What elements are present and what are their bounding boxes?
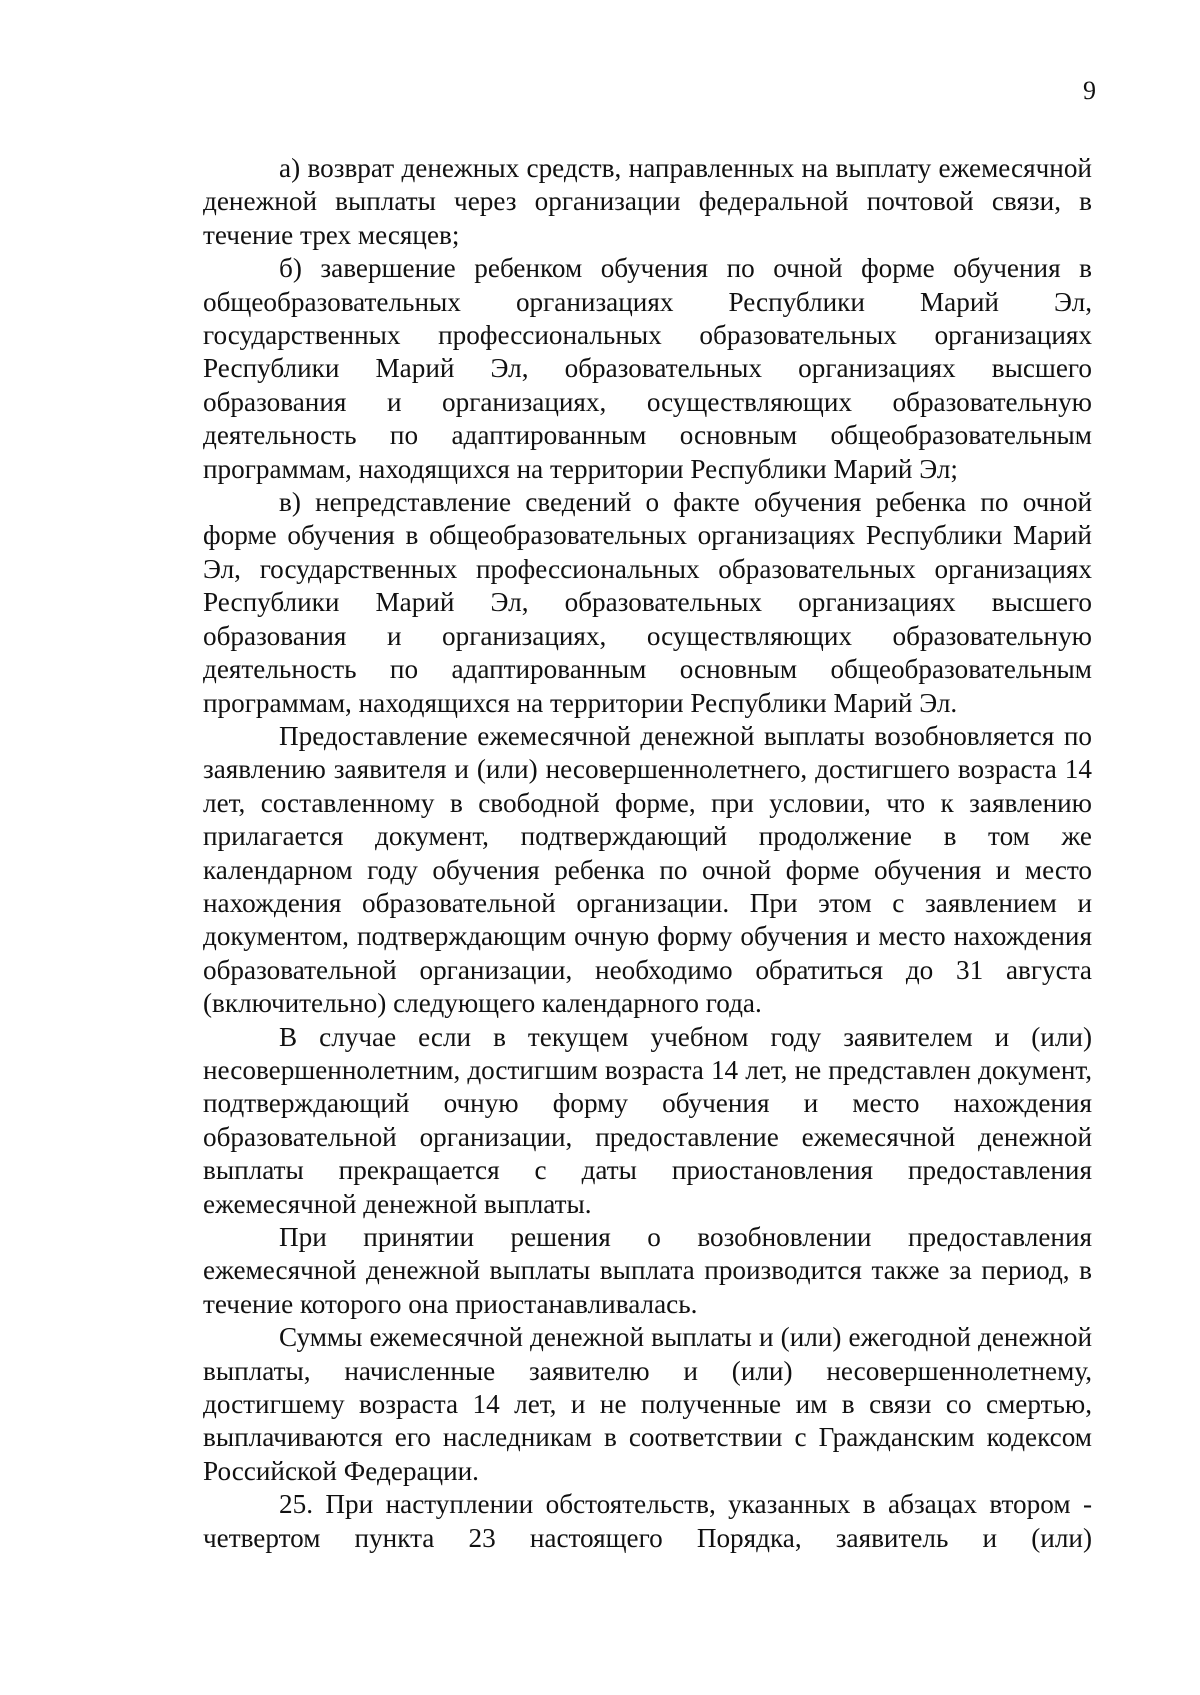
paragraph-item-a: а) возврат денежных средств, направленных на выплату ежемесячной денежной выплаты через организации федеральной почтовой связи, в течение трех месяцев;: [203, 153, 1092, 250]
paragraph-resumption: Предоставление ежемесячной денежной выплаты возобновляется по заявлению заявителя и (или) несовершеннолетнего, достигшего возраста 14 лет, составленному в свободной форме, при условии, что к заявлению прилагается документ, подтверждающий продолжение в том же календарном году обучения ребенка по очной форме обучения и место нахождения образовательной организации. При этом с заявлением и документом, подтверждающим очную форму обучения и место нахождения образовательной организации, необходимо обратиться до 31 августа (включительно) следующего календарного года.: [203, 720, 1092, 1019]
paragraph-inheritance: Суммы ежемесячной денежной выплаты и (или) ежегодной денежной выплаты, начисленные заявителю и (или) несовершеннолетнему, достигшему возраста 14 лет, и не полученные им в связи со смертью, выплачиваются его наследникам в соответствии с Гражданским кодексом Российской Федерации.: [203, 1322, 1092, 1486]
paragraph-item-v: в) непредставление сведений о факте обучения ребенка по очной форме обучения в общеобразовательных организациях Республики Марий Эл, государственных профессиональных образовательных организациях Республики Марий Эл, образовательных организациях высшего образования и организациях, осуществляющих образовательную деятельность по адаптированным основным общеобразовательным программам, находящихся на территории Республики Марий Эл.: [203, 487, 1092, 718]
paragraph-termination: В случае если в текущем учебном году заявителем и (или) несовершеннолетним, достигшим возраста 14 лет, не представлен документ, подтверждающий очную форму обучения и место нахождения образовательной организации, предоставление ежемесячной денежной выплаты прекращается с даты приостановления предоставления ежемесячной денежной выплаты.: [203, 1021, 1092, 1219]
paragraph-item-b: б) завершение ребенком обучения по очной форме обучения в общеобразовательных организациях Республики Марий Эл, государственных профессиональных образовательных организациях Республики Марий Эл, образовательных организациях высшего образования и организациях, осуществляющих образовательную деятельность по адаптированным основным общеобразовательным программам, находящихся на территории Республики Марий Эл;: [203, 253, 1092, 484]
paragraph-retroactive-payment: При принятии решения о возобновлении предоставления ежемесячной денежной выплаты выплата производится также за период, в течение которого она приостанавливалась.: [203, 1222, 1092, 1319]
page-number: 9: [1083, 76, 1096, 105]
paragraph-clause-25: 25. При наступлении обстоятельств, указанных в абзацах втором - четвертом пункта 23 настоящего Порядка, заявитель и (или): [203, 1489, 1092, 1553]
document-body: [203, 152, 1092, 1555]
